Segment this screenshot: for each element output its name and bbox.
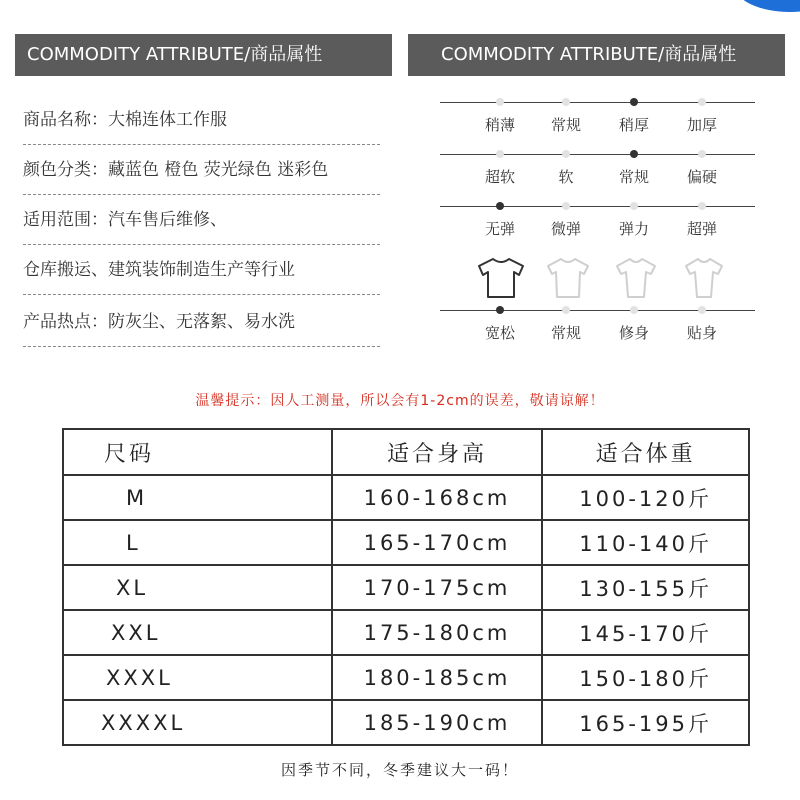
scale-dot (496, 98, 504, 106)
scale-option-label: 偏硬 (686, 168, 717, 186)
attribute-text: 产品热点：防灰尘、无落絮、易水洗 (23, 312, 295, 332)
scale-line (440, 102, 755, 103)
weight-cell: 145-170斤 (542, 610, 749, 655)
scale-dot-selected (496, 306, 504, 314)
scale-option-label: 常规 (618, 168, 649, 186)
scale-line (440, 206, 755, 207)
tshirt-regular-icon (542, 256, 594, 300)
scale-dot (698, 306, 706, 314)
scale-dot (630, 202, 638, 210)
scale-dot (698, 150, 706, 158)
attribute-text: 颜色分类：藏蓝色 橙色 荧光绿色 迷彩色 (23, 160, 329, 180)
size-table-row (63, 655, 749, 700)
scale-dot (496, 150, 504, 158)
weight-cell: 165-195斤 (542, 700, 749, 745)
height-cell: 180-185cm (332, 655, 543, 700)
attribute-row-scope (23, 195, 380, 245)
size-table-row (63, 475, 749, 520)
attribute-row-scope-cont (23, 245, 380, 295)
height-cell: 160-168cm (332, 475, 543, 520)
attribute-text: 商品名称：大棉连体工作服 (23, 110, 227, 130)
attribute-header-right: COMMODITY ATTRIBUTE/商品属性 (408, 34, 785, 76)
tshirt-tight-icon (678, 256, 730, 300)
header-weight: 适合体重 (542, 429, 749, 475)
size-cell: L (63, 520, 332, 565)
attribute-row-colors (23, 145, 380, 195)
scale-option-label: 超软 (484, 168, 515, 186)
dashed-divider (23, 346, 380, 347)
scale-option-label: 修身 (618, 324, 649, 342)
scale-option-label: 微弹 (550, 220, 581, 238)
size-table-row (63, 565, 749, 610)
scale-option-label: 弹力 (618, 220, 649, 238)
scale-dot-selected (630, 98, 638, 106)
height-cell: 185-190cm (332, 700, 543, 745)
scale-option-label: 稍厚 (618, 116, 649, 134)
weight-cell: 110-140斤 (542, 520, 749, 565)
corner-accent (735, 0, 800, 12)
size-cell: M (63, 475, 332, 520)
attribute-row-name (23, 95, 380, 145)
dashed-divider (23, 294, 380, 295)
scale-option-label: 常规 (550, 324, 581, 342)
size-table-row (63, 520, 749, 565)
scale-dot (562, 202, 570, 210)
attribute-row-features (23, 297, 380, 347)
scale-option-label: 宽松 (484, 324, 515, 342)
attribute-text: 仓库搬运、建筑装饰制造生产等行业 (23, 260, 295, 280)
scale-line (440, 310, 755, 311)
height-cell: 165-170cm (332, 520, 543, 565)
scale-dot (562, 150, 570, 158)
tshirt-loose-icon (475, 256, 527, 300)
size-cell: XXXL (63, 655, 332, 700)
scale-dot-selected (496, 202, 504, 210)
scale-dot (698, 98, 706, 106)
scale-line (440, 154, 755, 155)
scale-option-label: 超弹 (686, 220, 717, 238)
scale-option-label: 贴身 (686, 324, 717, 342)
scale-option-label: 加厚 (686, 116, 717, 134)
attribute-text: 适用范围：汽车售后维修、 (23, 210, 227, 230)
size-cell: XXL (63, 610, 332, 655)
size-table-row (63, 610, 749, 655)
height-cell: 170-175cm (332, 565, 543, 610)
scale-option-label: 无弹 (484, 220, 515, 238)
size-cell: XXXXL (63, 700, 332, 745)
weight-cell: 150-180斤 (542, 655, 749, 700)
size-table-header (63, 429, 749, 475)
scale-option-label: 软 (558, 168, 574, 186)
attribute-header-left: COMMODITY ATTRIBUTE/商品属性 (15, 34, 392, 76)
weight-cell: 100-120斤 (542, 475, 749, 520)
measurement-notice: 温馨提示：因人工测量，所以会有1-2cm的误差，敬请谅解！ (195, 393, 605, 409)
scale-dot (698, 202, 706, 210)
size-table (62, 428, 750, 746)
tshirt-slim-icon (610, 256, 662, 300)
scale-option-label: 稍薄 (484, 116, 515, 134)
scale-dot (562, 306, 570, 314)
scale-option-label: 常规 (550, 116, 581, 134)
scale-dot (630, 306, 638, 314)
scale-dot (562, 98, 570, 106)
size-footnote: 因季节不同，冬季建议大一码！ (280, 761, 519, 779)
header-height: 适合身高 (332, 429, 543, 475)
size-table-row (63, 700, 749, 745)
size-cell: XL (63, 565, 332, 610)
header-size: 尺码 (63, 429, 332, 475)
weight-cell: 130-155斤 (542, 565, 749, 610)
scale-dot-selected (630, 150, 638, 158)
height-cell: 175-180cm (332, 610, 543, 655)
